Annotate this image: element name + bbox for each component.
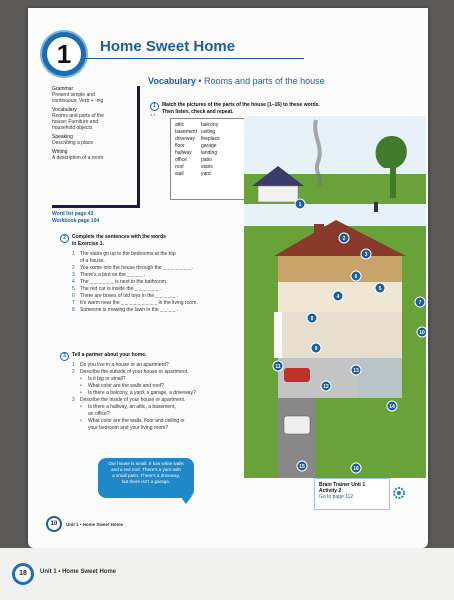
house-label-text: 10 xyxy=(419,330,425,336)
item-text: an office? xyxy=(88,411,110,417)
item-number: 4 xyxy=(72,279,75,285)
item-number: • xyxy=(80,404,82,410)
vocab-word: garage xyxy=(200,143,217,149)
exercise-3-items xyxy=(72,362,248,432)
speech-bubble-tail xyxy=(180,496,192,504)
item-number: • xyxy=(80,383,82,389)
underlying-page-number: 18 xyxy=(12,563,34,585)
underlying-page xyxy=(0,548,454,600)
exercise-item xyxy=(72,293,252,300)
overview-section xyxy=(52,134,137,146)
item-text: It’s warm near the _ _ _ _ _ _ _ _ _ in the living room. xyxy=(80,300,198,306)
vocab-word: roof xyxy=(175,164,184,170)
vocab-word: stairs xyxy=(200,164,213,170)
vocab-word: hallway xyxy=(175,150,192,156)
overview-line: Describing a place xyxy=(52,140,94,146)
exercise-1-line1: Match the pictures of the parts of the house (1–16) to these words. xyxy=(162,102,320,108)
house-wall xyxy=(274,312,282,358)
item-text: What color are the walls, floor and ceiling in xyxy=(88,418,185,424)
item-number: 1 xyxy=(72,362,75,368)
house-label-6 xyxy=(351,271,361,281)
overview-section xyxy=(52,86,137,104)
vocab-word: wall xyxy=(175,171,184,177)
house-label-text: 6 xyxy=(354,274,358,280)
exercise-item xyxy=(72,425,248,432)
vocab-word: driveway xyxy=(175,136,195,142)
section-bullet: • xyxy=(198,76,202,86)
vocab-word: yard xyxy=(200,171,211,177)
exercise-item xyxy=(72,404,248,411)
exercise-item xyxy=(72,390,248,397)
exercise-item xyxy=(72,286,252,293)
house-label-text: 3 xyxy=(364,252,368,258)
item-text: Someone is mowing the lawn in the _ _ _ _ . xyxy=(80,307,179,313)
overview-line: continuous; Verb + -ing xyxy=(52,98,104,104)
item-text: The red car is inside the _ _ _ _ _ _ . xyxy=(80,286,162,292)
house-label-text: 7 xyxy=(418,300,422,306)
house-label-text: 1 xyxy=(298,202,302,208)
house-illustration xyxy=(244,116,426,478)
house-label-4 xyxy=(333,291,343,301)
unit-number-badge xyxy=(42,32,86,76)
vocab-word: landing xyxy=(200,150,218,156)
house-label-10 xyxy=(417,327,426,337)
item-text: of a house. xyxy=(80,258,105,264)
trainer-line1: Brain Trainer Unit 1 xyxy=(319,482,366,488)
word-column-2 xyxy=(201,122,220,196)
item-text: Describe the outside of your house or apartment. xyxy=(80,369,189,375)
trainer-line2: Activity 2 xyxy=(319,488,342,494)
item-number: • xyxy=(80,376,82,382)
house-label-13 xyxy=(351,365,361,375)
house-label-text: 5 xyxy=(378,286,382,292)
exercise-3-title: Tell a partner about your home. xyxy=(72,352,147,358)
page-number: 10 xyxy=(46,516,62,532)
vocab-word: basement xyxy=(175,129,197,135)
overview-line: Present simple and xyxy=(52,92,95,98)
unit-number: 1 xyxy=(56,39,72,69)
unit-overview xyxy=(52,86,140,208)
house-label-16 xyxy=(351,463,361,473)
exercise-1-number: 1 xyxy=(150,102,159,111)
example-speech-bubble xyxy=(98,458,194,498)
exercise-item xyxy=(72,369,248,376)
red-car xyxy=(284,368,310,382)
house-label-text: 4 xyxy=(336,294,340,300)
item-text: The stairs go up to the bedrooms at the top xyxy=(80,251,176,257)
bubble-line: Our house is small. It has white walls xyxy=(108,461,184,466)
house-label-2 xyxy=(339,233,349,243)
item-number: 7 xyxy=(72,300,75,306)
overview-line: household objects xyxy=(52,125,93,131)
exercise-2-items xyxy=(72,251,252,314)
house-label-text: 9 xyxy=(314,346,318,352)
white-car xyxy=(284,416,310,434)
item-text: You come into the house through the _ _ _ _ _ _ _ . xyxy=(80,265,194,271)
item-number xyxy=(80,425,88,432)
vocab-word: patio xyxy=(200,157,212,163)
item-text: Describe the inside of your house or apartment. xyxy=(80,397,186,403)
title-rule xyxy=(84,58,304,59)
gear-icon xyxy=(392,486,406,500)
house-label-text: 11 xyxy=(275,364,281,370)
house-label-text: 14 xyxy=(389,404,395,410)
vocab-word: office xyxy=(175,157,187,163)
house-label-5 xyxy=(375,283,385,293)
exercise-2 xyxy=(72,234,252,314)
gazebo xyxy=(258,186,298,202)
item-text: There’s a bird on the _ _ _ _ . xyxy=(80,272,146,278)
overview-section xyxy=(52,149,137,161)
exercise-1-instructions xyxy=(162,102,408,116)
item-number: 6 xyxy=(72,293,75,299)
item-number: • xyxy=(80,418,82,424)
bubble-line: a small patio. There’s a driveway, xyxy=(112,473,180,478)
exercise-item xyxy=(72,258,252,265)
house-label-text: 15 xyxy=(299,464,305,470)
house-label-7 xyxy=(415,297,425,307)
house-label-text: 8 xyxy=(310,316,314,322)
exercise-2-number: 2 xyxy=(60,234,69,243)
item-text: Is it big or small? xyxy=(88,376,126,382)
chimney xyxy=(314,224,324,244)
trainer-go-link[interactable]: Go to page 112 xyxy=(319,494,354,500)
audio-track: 1.1 xyxy=(150,112,156,117)
middle-floor xyxy=(278,312,402,358)
overview-heading: Speaking xyxy=(52,134,73,140)
overview-line: house; Furniture and xyxy=(52,119,99,125)
word-list-ref[interactable]: Word list page 43 xyxy=(52,211,94,217)
item-number xyxy=(80,411,88,418)
exercise-item xyxy=(72,300,252,307)
word-box xyxy=(170,118,248,200)
exercise-item xyxy=(72,411,248,418)
word-column-1 xyxy=(175,122,197,196)
house-label-1 xyxy=(295,199,305,209)
house-label-text: 12 xyxy=(323,384,329,390)
item-number: • xyxy=(80,390,82,396)
reference-links xyxy=(52,211,99,224)
house-label-15 xyxy=(297,461,307,471)
attic-room xyxy=(278,256,402,282)
exercise-item xyxy=(72,418,248,425)
item-text: your bedroom and your living room? xyxy=(88,425,169,431)
exercise-item xyxy=(72,397,248,404)
house-label-11 xyxy=(273,361,283,371)
house-label-3 xyxy=(361,249,371,259)
item-number: 5 xyxy=(72,286,75,292)
textbook-page xyxy=(28,8,428,548)
basement xyxy=(358,358,402,398)
lawnmower-person xyxy=(374,202,378,212)
brain-trainer-box[interactable] xyxy=(314,478,390,510)
exercise-item xyxy=(72,279,252,286)
house-label-9 xyxy=(311,343,321,353)
overview-heading: Grammar xyxy=(52,86,74,92)
workbook-ref[interactable]: Workbook page 104 xyxy=(52,217,100,224)
item-number xyxy=(72,258,80,265)
exercise-item xyxy=(72,376,248,383)
overview-section xyxy=(52,107,137,131)
vocab-word: attic xyxy=(175,122,185,128)
exercise-3 xyxy=(72,352,248,432)
overview-heading: Vocabulary xyxy=(52,107,77,113)
exercise-item xyxy=(72,362,248,369)
page-footer-caption: Unit 1 • Home Sweet Home xyxy=(66,522,124,527)
house-label-text: 13 xyxy=(353,368,359,374)
item-number: 2 xyxy=(72,265,75,271)
house-label-text: 16 xyxy=(353,466,359,472)
vocab-word: balcony xyxy=(200,122,219,128)
bubble-line: but there isn’t a garage. xyxy=(121,479,171,484)
house-label-text: 2 xyxy=(342,236,346,242)
exercise-3-number: 3 xyxy=(60,352,69,361)
overview-line: A description of a room xyxy=(52,155,104,161)
item-number: 8 xyxy=(72,307,75,313)
item-text: Is there a balcony, a yard, a garage, a driveway? xyxy=(88,390,196,396)
exercise-2-title2: in Exercise 1. xyxy=(72,241,104,247)
bubble-line: and a red roof. There’s a yard with xyxy=(111,467,181,472)
item-number: 3 xyxy=(72,272,75,278)
exercise-item xyxy=(72,383,248,390)
exercise-2-title1: Complete the sentences with the words xyxy=(72,234,166,240)
underlying-page-caption: Unit 1 • Home Sweet Home xyxy=(40,569,117,575)
exercise-item xyxy=(72,265,252,272)
house-label-8 xyxy=(307,313,317,323)
item-text: What color are the walls and roof? xyxy=(88,383,164,389)
exercise-item xyxy=(72,251,252,258)
item-text: The _ _ _ _ _ _ is next to the bathroom. xyxy=(80,279,168,285)
overview-heading: Writing xyxy=(52,149,68,155)
item-text: Do you live in a house or an apartment? xyxy=(80,362,169,368)
unit-title: Home Sweet Home xyxy=(100,38,236,55)
exercise-item xyxy=(72,272,252,279)
exercise-1-line2: Then listen, check and repeat. xyxy=(162,109,234,115)
section-heading xyxy=(148,76,325,86)
item-number: 1 xyxy=(72,251,75,257)
item-text: Is there a hallway, an attic, a basement, xyxy=(88,404,176,410)
item-number: 2 xyxy=(72,369,75,375)
house-label-12 xyxy=(321,381,331,391)
section-label: Vocabulary xyxy=(148,76,196,86)
overview-line: Rooms and parts of the xyxy=(52,113,104,119)
vocab-word: ceiling xyxy=(200,129,216,135)
item-number: 3 xyxy=(72,397,75,403)
house-label-14 xyxy=(387,401,397,411)
exercise-item xyxy=(72,307,252,314)
vocab-word: floor xyxy=(175,143,185,149)
section-topic: Rooms and parts of the house xyxy=(204,76,325,86)
vocab-word: fireplace xyxy=(200,136,220,142)
item-text: There are boxes of old toys in the _ _ _ _ _ . xyxy=(80,293,178,299)
